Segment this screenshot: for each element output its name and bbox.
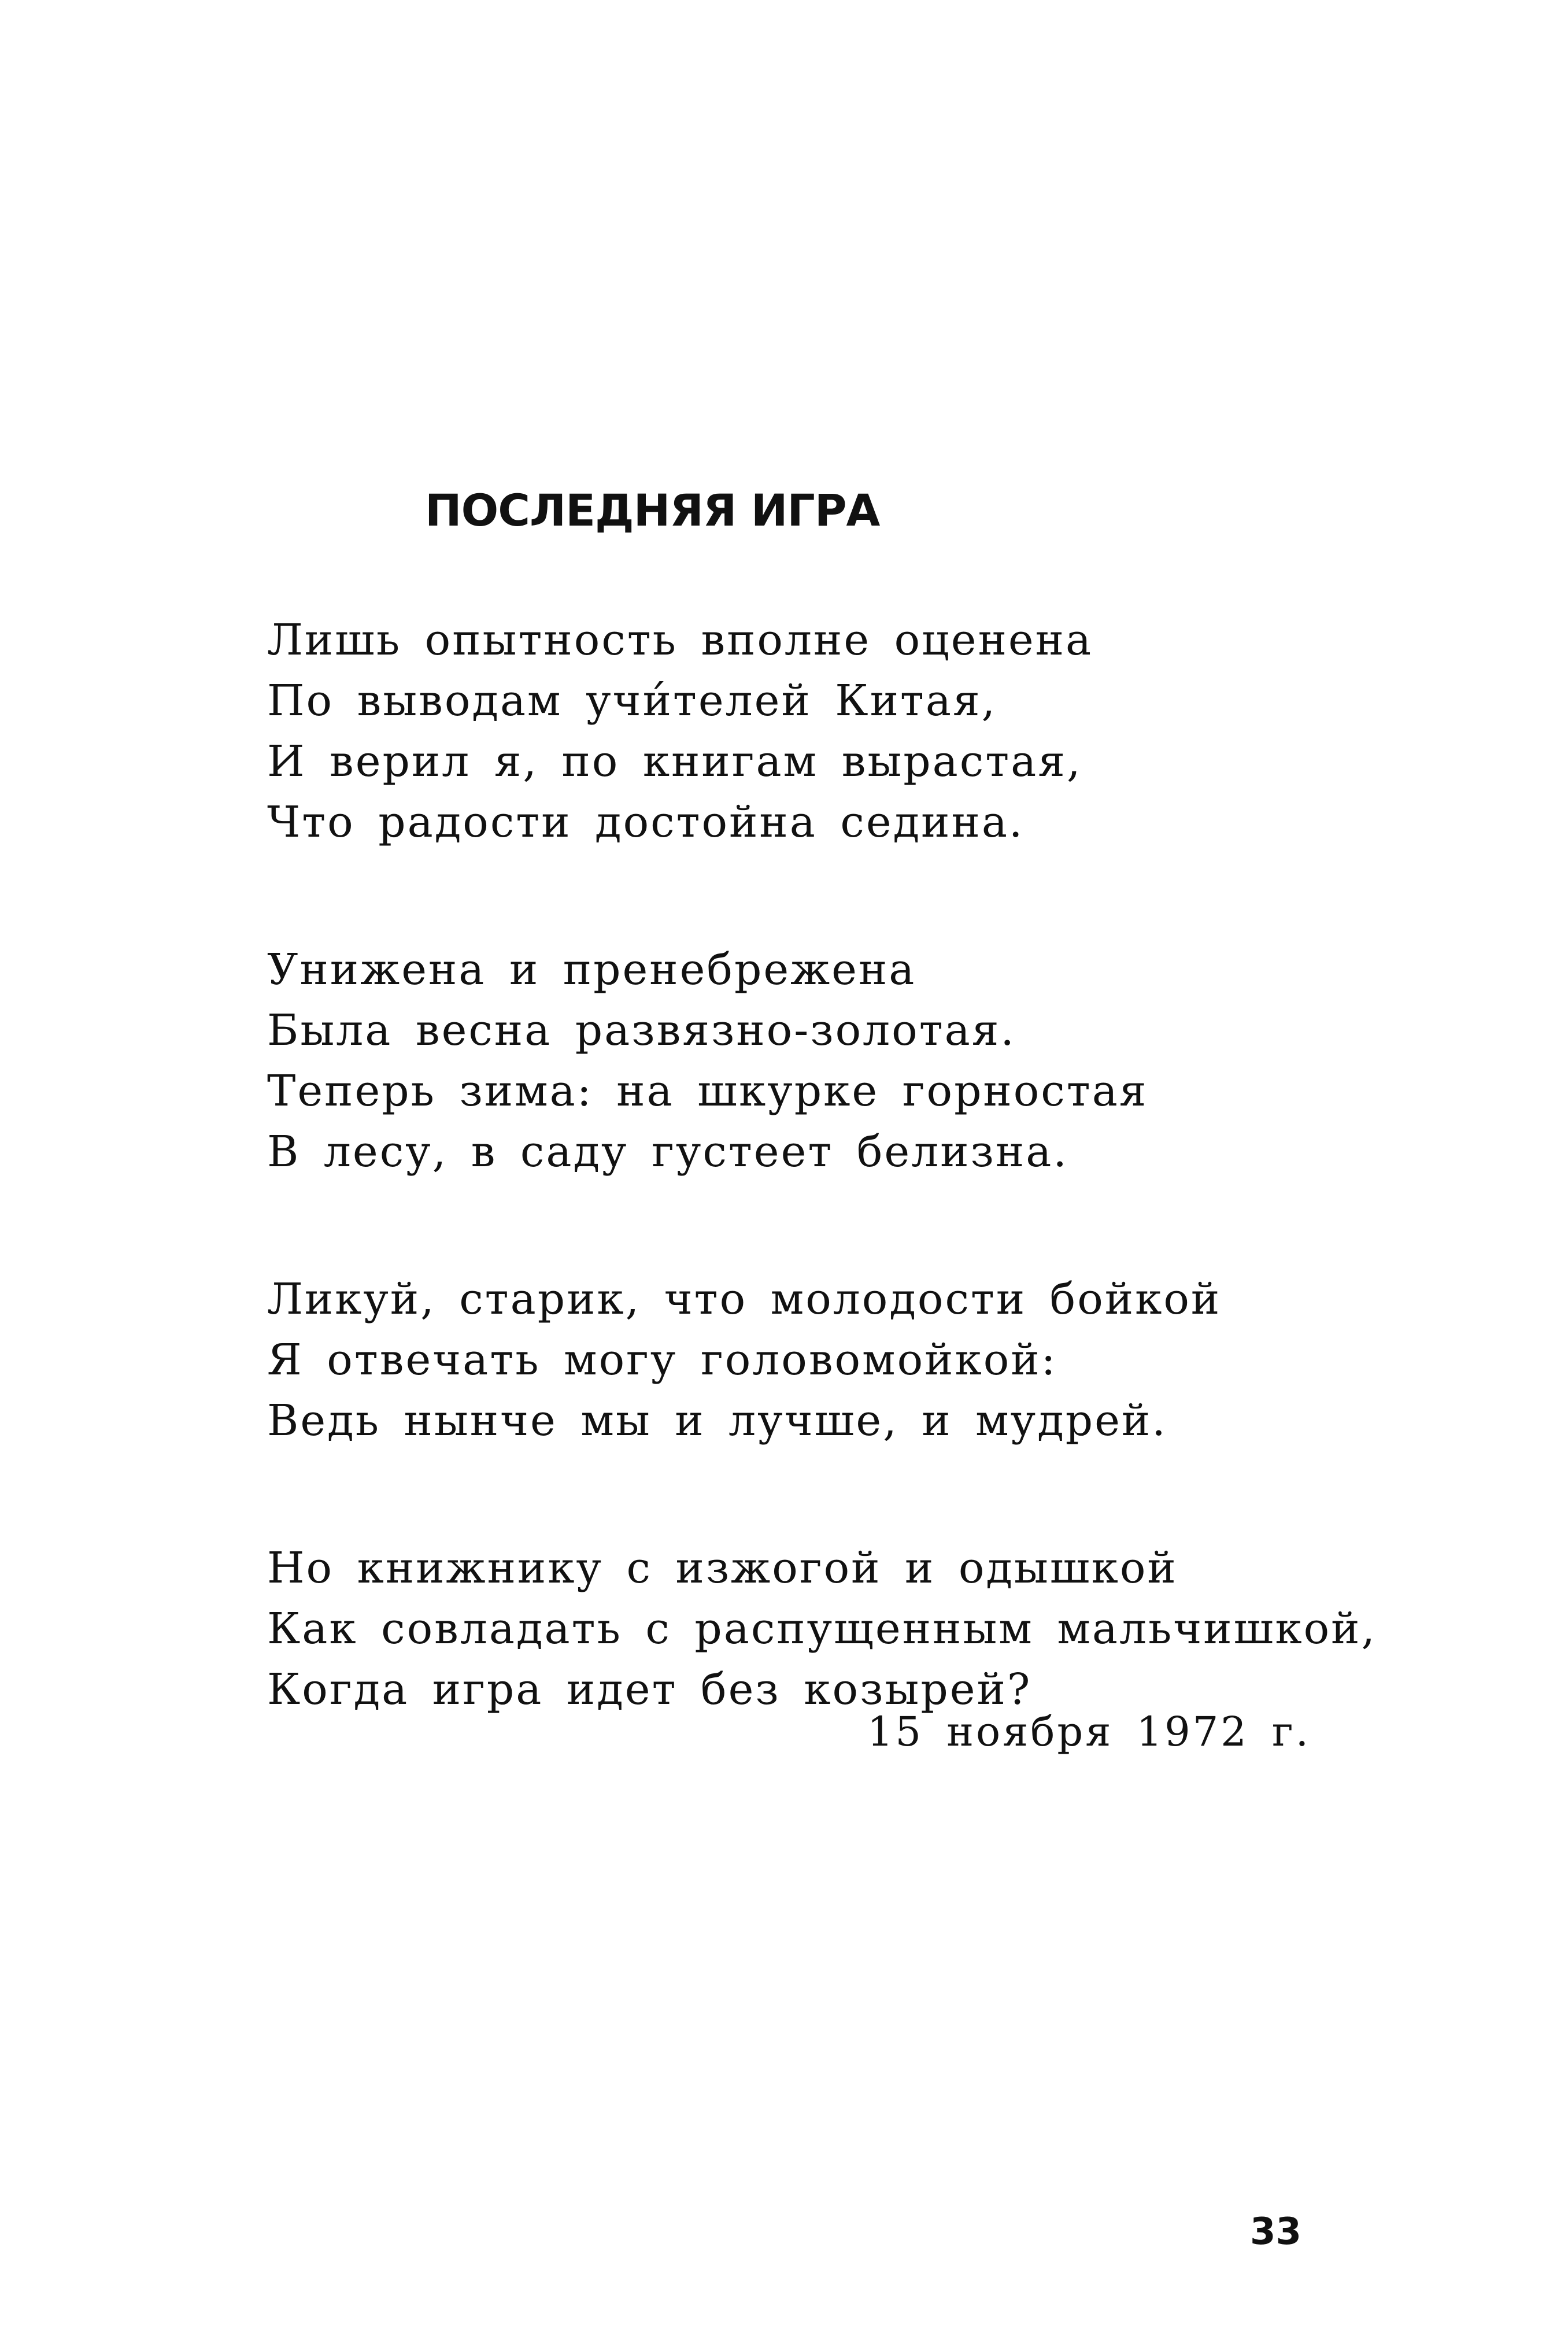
poem-line: Я отвечать могу головомойкой: bbox=[267, 1335, 1057, 1385]
poem-line: Что радости достойна седина. bbox=[267, 797, 1025, 847]
poem-line: И верил я, по книгам вырастая, bbox=[267, 737, 1082, 786]
stanza-2 bbox=[267, 940, 1366, 1182]
stanza-1 bbox=[267, 610, 1366, 853]
poem-body bbox=[267, 610, 1377, 1807]
stanza-3 bbox=[267, 1269, 1366, 1451]
poem-line: Ведь нынче мы и лучше, и мудрей. bbox=[267, 1396, 1167, 1446]
poem-line: Когда игра идет без козырей? bbox=[267, 1665, 1032, 1714]
stanza-4 bbox=[267, 1538, 1377, 1720]
poem-line: В лесу, в саду густеет белизна. bbox=[267, 1127, 1068, 1177]
poem-date: 15 ноября 1972 г. bbox=[867, 1708, 1311, 1755]
page-number: 33 bbox=[1250, 2210, 1302, 2253]
poem-line: Была весна развязно-золотая. bbox=[267, 1005, 1016, 1055]
poem-line: Унижена и пренебрежена bbox=[267, 945, 916, 995]
poem-title: ПОСЛЕДНЯЯ ИГРА bbox=[425, 485, 880, 536]
poem-line: Но книжнику с изжогой и одышкой bbox=[267, 1543, 1178, 1593]
poem-line: Теперь зима: на шкурке горностая bbox=[267, 1066, 1148, 1116]
poem-line: Как совладать с распущенным мальчишкой, bbox=[267, 1604, 1377, 1654]
poem-line: Ликуй, старик, что молодости бойкой bbox=[267, 1274, 1222, 1324]
poem-line: Лишь опытность вполне оценена bbox=[267, 615, 1093, 665]
poem-line: По выводам учи́телей Китая, bbox=[267, 676, 997, 726]
